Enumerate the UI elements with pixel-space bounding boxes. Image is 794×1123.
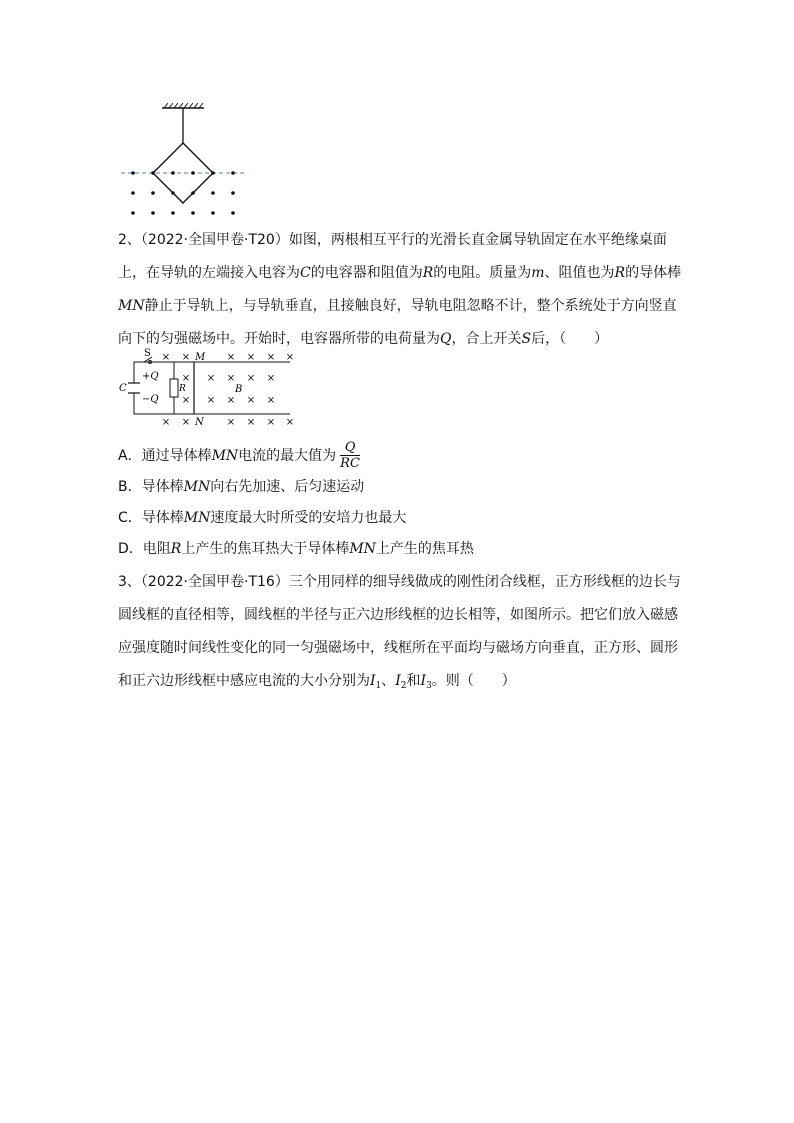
label-C: C <box>119 383 127 394</box>
question-3 <box>118 566 688 703</box>
label-N: N <box>195 417 204 428</box>
option-c[interactable] <box>118 508 406 528</box>
svg-text:×: × <box>285 352 295 363</box>
svg-text:×: × <box>266 395 276 406</box>
option-text: 上产生的焦耳热 <box>375 541 474 557</box>
question-text: 。则（ ） <box>431 673 516 689</box>
svg-text:×: × <box>161 417 171 428</box>
question-text: 静止于导轨上，与导轨垂直，且接触良好，导轨电阻忽略不计，整个系统处于方向竖直向下的匀强磁场中。开始时，电容器所带的电荷量为 <box>118 298 677 347</box>
question-number: 2、 <box>118 232 141 248</box>
svg-text:×: × <box>206 395 216 406</box>
option-text: A．通过导体棒 <box>118 447 212 464</box>
question-text: 的导体棒 <box>625 265 682 281</box>
fraction-denominator: RC <box>340 456 360 471</box>
question-text: 后，（ ） <box>531 331 609 347</box>
svg-text:×: × <box>181 395 191 406</box>
option-d[interactable] <box>118 539 474 559</box>
label-B: B <box>235 384 243 395</box>
label-minus-Q: −Q <box>142 394 159 405</box>
svg-text:×: × <box>226 395 236 406</box>
field-dots <box>131 171 235 215</box>
svg-text:×: × <box>246 417 256 428</box>
symbol-MN: MN <box>349 541 376 557</box>
question-text: 三个用同样的细导线做成的刚性闭合线框，正方形线框的边长与圆线框的直径相等，圆线框的半径与正六边形线框的边长相等，如图所示。把它们放入磁感应强度随时间线性变化的同一匀强磁场中，线框所在平面均与磁场方向垂直，正方形、圆形和正六边形线框中感应电流的大小分别为 <box>118 574 681 689</box>
question-text: 、阻值也为 <box>544 265 615 281</box>
symbol-S: S <box>521 331 532 347</box>
symbol-R: R <box>422 265 434 281</box>
svg-text:×: × <box>181 417 191 428</box>
symbol-MN: MN <box>211 447 239 464</box>
question-text: 如图，两根相互平行的光滑长直金属导轨固定在水平绝缘桌面上，在导轨的左端接入电容为 <box>118 232 667 281</box>
symbol-MN: MN <box>183 510 211 526</box>
symbol-R: R <box>170 541 182 557</box>
question-text: 、 <box>381 673 396 689</box>
svg-text:×: × <box>266 417 276 428</box>
option-a[interactable] <box>118 440 360 471</box>
svg-text:×: × <box>266 352 276 363</box>
svg-text:×: × <box>161 352 171 363</box>
option-text: 电流的最大值为 <box>238 447 337 464</box>
resistor <box>170 379 178 397</box>
symbol-I1: $I_1$ <box>370 673 382 691</box>
square-frame <box>153 143 213 203</box>
svg-text:×: × <box>266 373 276 384</box>
symbol-C: C <box>300 265 311 281</box>
question-source: （2022·全国甲卷·T20） <box>140 232 289 248</box>
option-b[interactable] <box>118 477 364 497</box>
svg-text:×: × <box>181 373 191 384</box>
label-R: R <box>179 384 186 394</box>
symbol-MN: MN <box>118 298 145 314</box>
svg-text:×: × <box>181 352 191 363</box>
label-plus-Q: +Q <box>142 371 159 382</box>
symbol-R: R <box>614 265 626 281</box>
svg-text:×: × <box>226 417 236 428</box>
symbol-Q: Q <box>440 331 452 347</box>
symbol-m: m <box>531 265 545 281</box>
option-text: D．电阻 <box>118 541 171 557</box>
symbol-I3: $I_3$ <box>420 673 432 691</box>
question-text: 和 <box>406 673 421 689</box>
svg-text:×: × <box>285 417 295 428</box>
question-2 <box>118 224 688 356</box>
svg-text:×: × <box>226 352 236 363</box>
svg-text:×: × <box>246 395 256 406</box>
question-number: 3、 <box>118 574 141 590</box>
option-text: C．导体棒 <box>118 510 184 526</box>
label-M: M <box>195 352 206 363</box>
symbol-I2: $I_2$ <box>395 673 407 691</box>
svg-text:×: × <box>226 373 236 384</box>
fraction-q-over-rc <box>340 440 360 471</box>
question-text: 的电容器和阻值为 <box>310 265 423 281</box>
hanging-frame-figure <box>118 100 248 220</box>
rail-circuit-figure <box>118 348 293 430</box>
option-text: 上产生的焦耳热大于导体棒 <box>181 541 350 557</box>
svg-text:×: × <box>246 352 256 363</box>
option-text: B．导体棒 <box>118 479 184 495</box>
question-text: ，合上开关 <box>451 331 522 347</box>
label-S: S <box>144 348 151 359</box>
question-text: 的电阻。质量为 <box>433 265 532 281</box>
svg-text:×: × <box>206 373 216 384</box>
option-text: 速度最大时所受的安培力也最大 <box>210 510 407 526</box>
symbol-MN: MN <box>183 479 211 495</box>
svg-text:×: × <box>246 373 256 384</box>
question-source: （2022·全国甲卷·T16） <box>140 574 289 590</box>
fraction-numerator: Q <box>344 440 356 455</box>
option-text: 向右先加速、后匀速运动 <box>210 479 365 495</box>
